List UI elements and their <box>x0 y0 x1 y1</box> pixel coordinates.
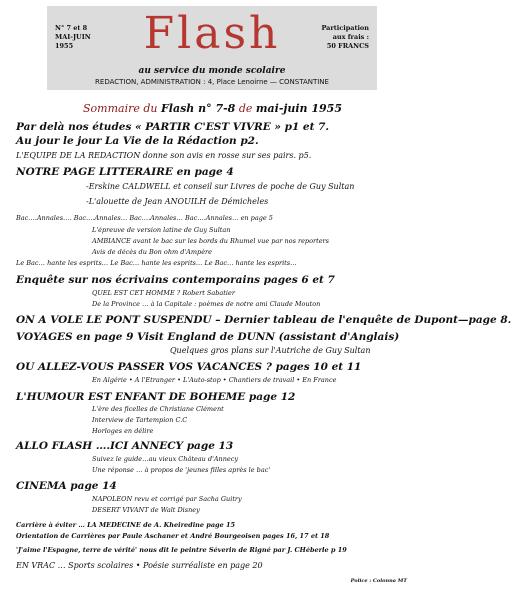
toc-line: Carrière à éviter … LA MEDECINE de A. Kheiredine page 15 <box>16 521 236 529</box>
toc-line: Horloges en délire <box>92 427 154 435</box>
page-title: Sommaire du Flash n° 7-8 de mai-juin 1955 <box>83 102 342 115</box>
toc-line: L'EQUIPE DE LA REDACTION donne son avis en rosse sur ses pairs. p5. <box>16 151 312 160</box>
toc-line: QUEL EST CET HOMME ? Robert Sabatier <box>92 289 235 297</box>
toc-line: Le Bac… hante les esprits… Le Bac… hante les esprits… Le Bac… hante les esprits… <box>16 259 297 267</box>
toc-line: NOTRE PAGE LITTERAIRE en page 4 <box>16 166 234 178</box>
toc-line: Suivez le guide…au vieux Château d'Annecy <box>92 455 239 463</box>
toc-line: OU ALLEZ-VOUS PASSER VOS VACANCES ? pages 10 et 11 <box>16 361 362 373</box>
toc-line: NAPOLEON revu et corrigé par Sacha Guitry <box>92 495 242 503</box>
toc-line: DESERT VIVANT de Walt Disney <box>92 506 200 514</box>
issue-info: N° 7 et 8 MAI-JUIN 1955 <box>55 24 91 50</box>
toc-line: De la Province … à la Capitale : poèmes de notre ami Claude Mouton <box>92 300 321 308</box>
toc-line: VOYAGES en page 9 Visit England de DUNN (assistant d'Anglais) <box>16 331 400 343</box>
toc-line: EN VRAC … Sports scolaires • Poésie surréaliste en page 20 <box>16 561 263 570</box>
toc-line: ALLO FLASH ….ICI ANNECY page 13 <box>16 440 234 452</box>
toc-line: -Erskine CALDWELL et conseil sur Livres de poche de Guy Sultan <box>86 182 355 191</box>
toc-line: Avis de décès du Bon ohm d'Ampère <box>92 248 213 256</box>
toc-line: AMBIANCE avant le bac sur les bords du Rhumel vue par nos reporters <box>92 237 330 245</box>
toc-line: 'J'aime l'Espagne, terre de vérité' nous dit le peintre Séverin de Rigné par J. CHéberle p 19 <box>16 546 347 554</box>
toc-line: Quelques gros plans sur l'Autriche de Guy Sultan <box>170 346 371 355</box>
toc-line: Enquête sur nos écrivains contemporains pages 6 et 7 <box>16 274 335 286</box>
toc-line: En Algérie • A l'Etranger • L'Auto-stop • Chantiers de travail • En France <box>92 376 337 384</box>
toc-line: Bac….Annales…. Bac….Annales… Bac….Annales… Bac….Annales… en page 5 <box>16 214 273 222</box>
toc-line: Au jour le jour La Vie de la Rédaction p2. <box>16 135 259 147</box>
toc-line: Orientation de Carrières par Paule Aschaner et André Bourgeoisen pages 16, 17 et 18 <box>16 532 330 540</box>
toc-line: CINEMA page 14 <box>16 480 117 492</box>
toc-line: ON A VOLE LE PONT SUSPENDU – Dernier tableau de l'enquête de Dupont—page 8. <box>16 314 511 326</box>
toc-line: Par delà nos études « PARTIR C'EST VIVRE » p1 et 7. <box>16 121 330 133</box>
masthead-address: REDACTION, ADMINISTRATION : 4, Place Lenoirne — CONSTANTINE <box>95 78 329 86</box>
masthead-title: Flash <box>143 8 281 59</box>
masthead-subtitle: au service du monde scolaire <box>138 66 286 76</box>
masthead <box>47 6 377 90</box>
toc-line: -L'alouette de Jean ANOUILH de Démicheles <box>86 197 269 206</box>
toc-line: L'ère des ficelles de Christiane Clément <box>92 405 224 413</box>
toc-line: Interview de Tartempion C.C <box>92 416 188 424</box>
toc-line: Une réponse … à propos de 'jeunes filles après le bac' <box>92 466 271 474</box>
toc-line: L'épreuve de version latine de Guy Sultan <box>92 226 231 234</box>
toc-line: L'HUMOUR EST ENFANT DE BOHEME page 12 <box>16 391 296 403</box>
price-info: Participation aux frais : 50 FRANCS <box>321 24 369 50</box>
font-credit: Police : Colonna MT <box>350 578 407 584</box>
